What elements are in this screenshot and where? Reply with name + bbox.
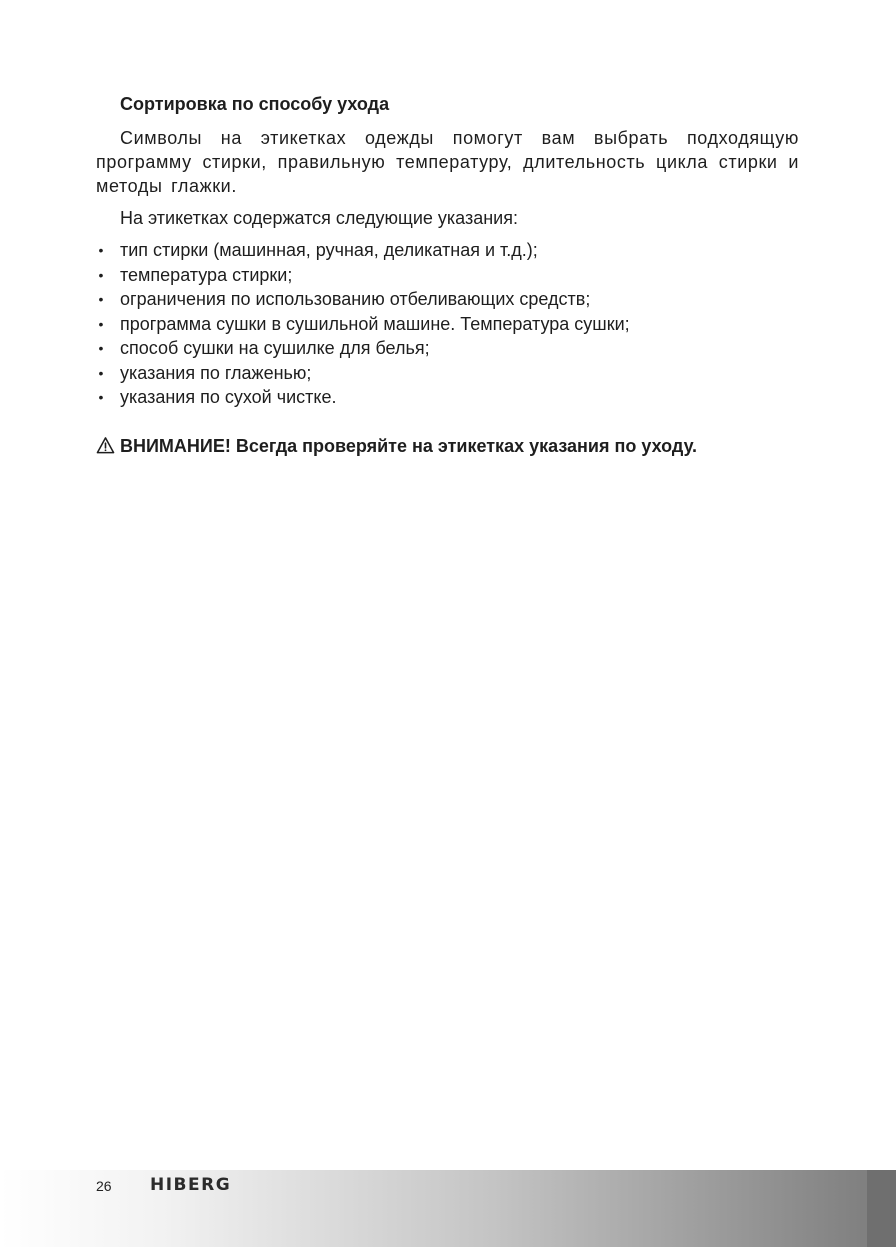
page-footer — [0, 1170, 896, 1247]
bullet-icon: • — [98, 340, 104, 356]
care-instructions-list — [96, 238, 799, 410]
list-item — [96, 385, 799, 410]
warning-triangle-icon — [96, 436, 115, 455]
section-title: Сортировка по способу ухода — [120, 94, 390, 114]
list-item-text: температура стирки; — [120, 264, 293, 285]
list-item-text: способ сушки на сушилке для белья; — [120, 338, 430, 358]
list-intro-paragraph: На этикетках содержатся следующие указания: — [120, 208, 518, 228]
bullet-icon: • — [98, 242, 104, 258]
list-item-text: указания по глаженью; — [120, 362, 312, 383]
list-item-text: ограничения по использованию отбеливающих средств; — [120, 289, 591, 309]
page-content — [96, 92, 799, 458]
page-number: 26 — [96, 1178, 112, 1194]
list-item — [96, 312, 799, 337]
brand-logo: HIBERG — [150, 1175, 232, 1195]
footer-side-bar — [867, 1170, 896, 1247]
warning-notice — [96, 434, 799, 458]
list-item — [96, 336, 799, 361]
bullet-icon: • — [98, 389, 104, 405]
bullet-icon: • — [98, 364, 104, 381]
bullet-icon: • — [98, 266, 104, 283]
bullet-icon: • — [98, 291, 104, 307]
list-item — [96, 287, 799, 312]
warning-text: ВНИМАНИЕ! Всегда проверяйте на этикетках указания по уходу. — [120, 435, 697, 456]
list-item-text: программа сушки в сушильной машине. Температура сушки; — [120, 313, 630, 334]
list-item-text: тип стирки (машинная, ручная, деликатная и т.д.); — [120, 240, 538, 260]
list-item-text: указания по сухой чистке. — [120, 387, 337, 407]
list-item — [96, 263, 799, 288]
list-item — [96, 238, 799, 263]
list-item — [96, 361, 799, 386]
intro-paragraph: Символы на этикетках одежды помогут вам выбрать подходящую программу стирки, правильную температуру, длительность цикла стирки и методы глажки. — [96, 128, 799, 196]
bullet-icon: • — [98, 315, 104, 332]
